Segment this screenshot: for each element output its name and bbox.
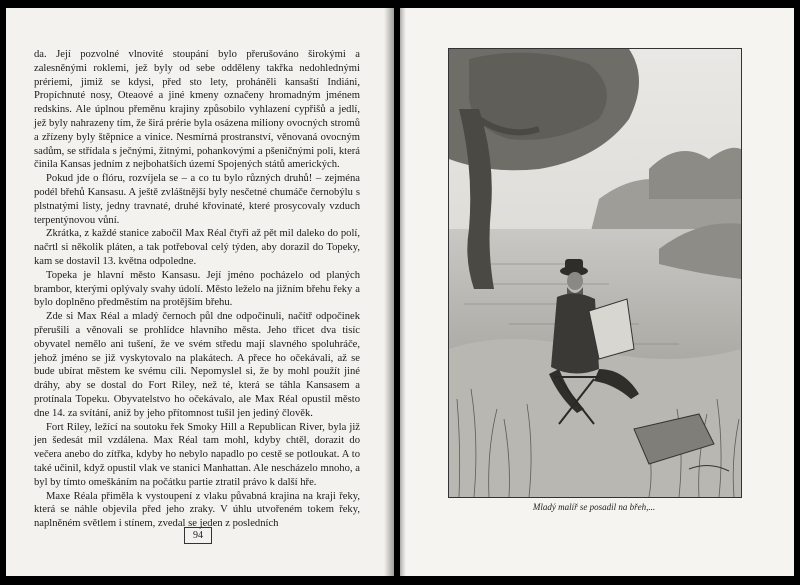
illustration-caption: Mladý malíř se posadil na břeh,... <box>532 502 656 512</box>
paragraph: Maxe Réala přiměla k vystoupení z vlaku půvabná krajina na kraji řeky, která se náhle objevila před jeho zraky. V úhlu utvořeném tokem řeky, naplněném světlem i stínem, zvedal se jeden z posledních <box>34 490 360 530</box>
paragraph: Pokud jde o flóru, rozvíjela se – a co tu bylo různých druhů! – zejména podél břehů Kansasu. A ještě zvláštnější byly nesčetné chumáče černobýlu s plstnatými listy, jedny travnaté, druhé křovinaté, které prosycovaly vzduch terpentýnovou vůní. <box>34 173 360 226</box>
paragraph: Zkrátka, z každé stanice zabočil Max Réal čtyři až pět mil daleko do polí, načrtl si několik pláten, a tak potřeboval celý týden, aby dorazil do Topeky, kam se dostavil 13. května odpoledne. <box>34 228 360 267</box>
illustration-painter-by-river <box>449 49 741 497</box>
paragraph: Zde si Max Réal a mladý černoch půl dne odpočinuli, načítř odpočinek přerušili a věnovali se prohlídce hlavního města. Jeho třicet dva tisíc obyvatel nemělo ani tušení, že ve svém středu mají slavného spoluhráče, jehož jméno se již vyskytovalo na plakátech. A přece ho očekávali, až se bude ubírat městem ke svému cíli. Nepomyslel si, že by mohl použít jiné dráhy, aby se dostal do Fort Riley, než té, která se táhla Kansasem a protínala Topeku. Obyvatelstvo ho očekávalo, ale Max Réal opustil město dne 14. za svítání, aniž by jeho přítomnost tušil jen jediný člověk. <box>34 311 360 419</box>
left-page <box>6 8 394 576</box>
paragraph: da. Její pozvolné vlnovité stoupání bylo přerušováno širokými a zalesněnými roklemi, jež byly od sebe odděleny takřka nedohlednými prériemi, jimiž se kdysi, před sto lety, proháněli kansaští Indiáni, Propíchnuté nosy, Oteaové a jiné kmeny označeny hromadným jménem redskins. Ale úplnou přeměnu krajiny způsobilo vyhlazení cypřišů a jedlí, jež byly nahrazeny tím, že širá prérie byla osázena miliony ovocných stromů a zřízeny byly štěpnice a vinice. Nesmírná prostranství, věnovaná ovocným sadům, se střídala s ječnými, žitnými, pohankovými a pšeničnými poli, která činila Kansas jedním z nejbohatších území Spojených států amerických. <box>34 49 360 171</box>
book-gutter <box>384 8 406 576</box>
body-text <box>34 48 360 531</box>
paragraph: Topeka je hlavní město Kansasu. Její jméno pocházelo od planých brambor, kterými oplývaly svahy údolí. Město leželo na jižním břehu řeky a bylo doplněno předměstím na protějším břehu. <box>34 269 360 309</box>
page-number: 94 <box>184 527 212 544</box>
paragraph: Fort Riley, ležící na soutoku řek Smoky Hill a Republican River, byla již jen šedesát mil vzdálena. Max Réal tam mohl, kdyby chtěl, dorazit do večera anebo do zítřka, kdyby ho nebylo napadlo po cestě se potloukat. A to také učinil, když opustil vlak ve stanici Manhattan. Ale nescházelo mnoho, a byl by tímto omeškáním na počátku partie ztratil právo k další hře. <box>34 421 360 488</box>
right-page <box>400 8 794 576</box>
engraving-illustration <box>448 48 742 498</box>
